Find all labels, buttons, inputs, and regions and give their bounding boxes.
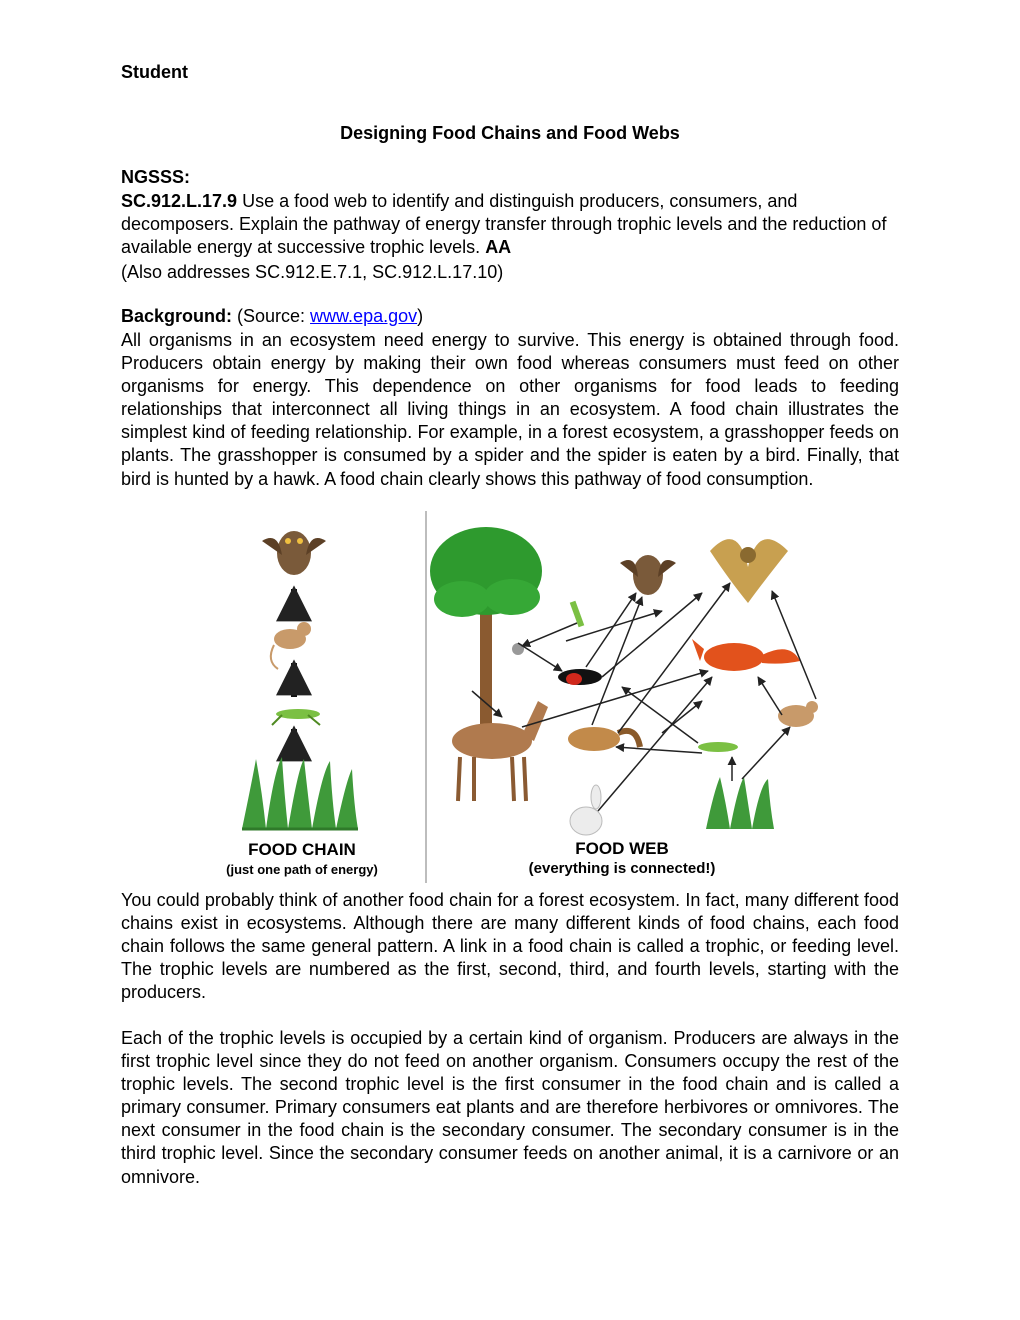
standard-code: SC.912.L.17.9: [121, 191, 238, 211]
page-title: Designing Food Chains and Food Webs: [340, 123, 680, 143]
grasshopper-icon: [272, 709, 320, 725]
food-chain-web-figure: [222, 511, 826, 883]
source-prefix: (Source:: [232, 306, 311, 326]
standard-level: AA: [485, 237, 512, 257]
food-web-subcaption: (everything is connected!): [528, 860, 716, 877]
rabbit-icon: [570, 785, 602, 835]
tree-icon: [430, 527, 542, 747]
standard-description: [121, 190, 901, 259]
web-grasshopper-icon: [698, 742, 738, 752]
background-heading: [121, 306, 423, 327]
figure-divider: [425, 511, 427, 883]
standard-text: Use a food web to identify and distinguish producers, consumers, and decomposers. Explain the pathway of energy transfer through trophic levels and the reduction of available energy at successive trophic levels.: [121, 191, 887, 257]
background-label: Background:: [121, 306, 233, 326]
fox-icon: [692, 639, 800, 671]
web-mouse-icon: [778, 701, 818, 727]
source-suffix: ): [417, 306, 424, 326]
student-label: Student: [121, 62, 188, 82]
web-owl-icon: [620, 555, 676, 595]
bird-icon: [558, 669, 602, 685]
food-chain-caption: FOOD CHAIN: [248, 840, 356, 859]
background-paragraph-2: You could probably think of another food chain for a forest ecosystem. In fact, many different food chains exist in ecosystems. Although there are many different kinds of food chains, each food chain follows the same general pattern. A link in a food chain is called a trophic, or feeding level. The trophic levels are numbered as the first, second, third, and fourth levels, starting with the producers.: [121, 890, 899, 1003]
background-paragraph-3: Each of the trophic levels is occupied by a certain kind of organism. Producers are always in the first trophic level since they do not feed on another organism. Consumers occupy the rest of the trophic levels. The second trophic level is the first consumer in the food chain and is called a primary consumer. Primary consumers eat plants and are therefore herbivores or omnivores. The next consumer in the food chain is the secondary consumer. The secondary consumer is in the third trophic level. Since the secondary consumer feeds on another animal, it is a carnivore or an omnivore.: [121, 1028, 899, 1187]
web-grass-icon: [706, 777, 774, 829]
also-addresses: (Also addresses SC.912.E.7.1, SC.912.L.17.10): [121, 262, 504, 282]
grass-icon: [242, 757, 358, 829]
mouse-icon: [271, 622, 311, 669]
ngsss-label: NGSSS:: [121, 167, 191, 187]
owl-icon: [262, 531, 326, 575]
food-web-caption: FOOD WEB: [575, 839, 669, 858]
food-chain-subcaption: (just one path of energy): [226, 862, 378, 877]
epa-link[interactable]: www.epa.gov: [310, 306, 418, 326]
background-paragraph-1: All organisms in an ecosystem need energy to survive. This energy is obtained through food. Producers obtain energy by making their own food whereas consumers must feed on other organisms for energy. This dependence on other organisms for food leads to feeding relationships that interconnect all living things in an ecosystem. A food chain illustrates the simplest kind of feeding relationship. For example, in a forest ecosystem, a grasshopper feeds on plants. The grasshopper is consumed by a spider and the spider is eaten by a bird. Finally, that bird is hunted by a hawk. A food chain clearly shows this pathway of food consumption.: [121, 330, 899, 489]
